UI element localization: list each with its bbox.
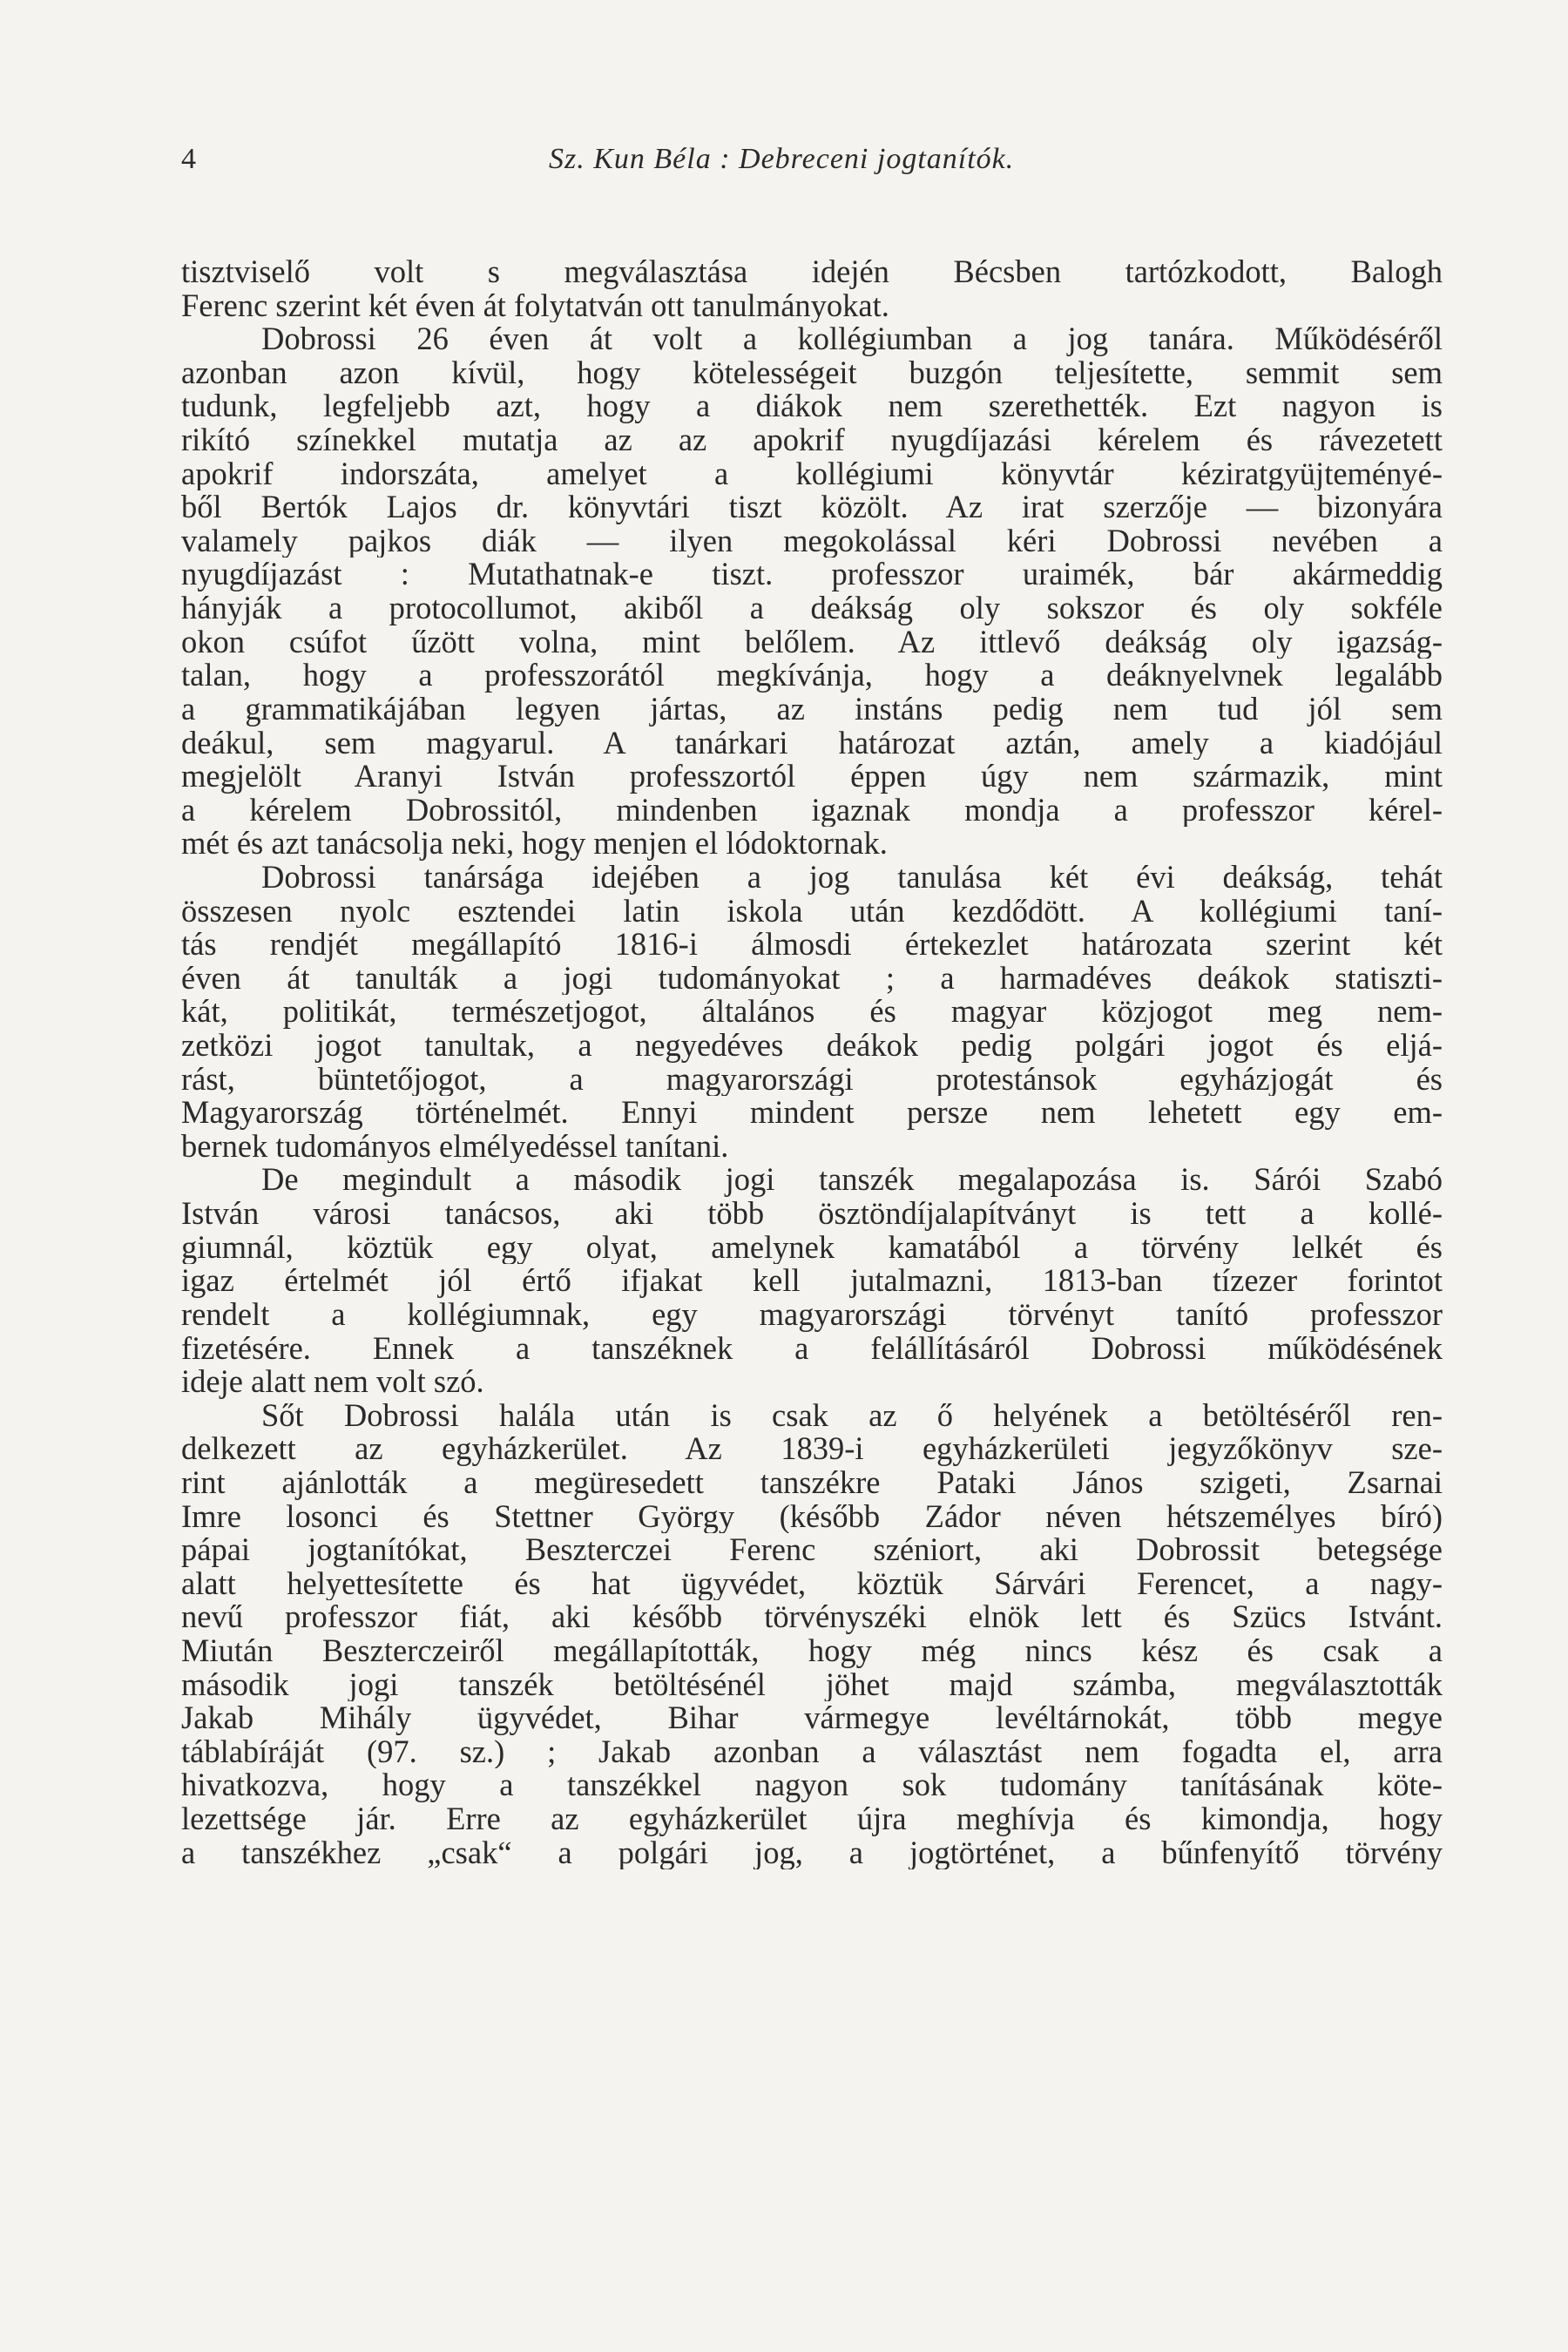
text-line: lezettsége jár. Erre az egyházkerület újra meghívja és kimondja, hogy	[181, 1802, 1443, 1836]
text-line: delkezett az egyházkerület. Az 1839-i egyházkerületi jegyzőkönyv sze-	[181, 1432, 1443, 1466]
text-line: alatt helyettesítette és hat ügyvédet, köztük Sárvári Ferencet, a nagy-	[181, 1566, 1443, 1601]
paragraph-start-line: Sőt Dobrossi halála után is csak az ő helyének a betöltéséről ren-	[261, 1398, 1443, 1433]
text-line: fizetésére. Ennek a tanszéknek a felállításáról Dobrossi működésének	[181, 1331, 1443, 1366]
text-line: valamely pajkos diák — ilyen megokolással kéri Dobrossi nevében a	[181, 524, 1443, 558]
text-line: rint ajánlották a megüresedett tanszékre Pataki János szigeti, Zsarnai	[181, 1465, 1443, 1500]
text-line: összesen nyolc esztendei latin iskola után kezdődött. A kollégiumi taní-	[181, 894, 1443, 929]
text-line: Imre losonci és Stettner György (később Zádor néven hétszemélyes bíró)	[181, 1499, 1443, 1534]
text-line: Ferenc szerint két éven át folytatván ott tanulmányokat.	[181, 288, 889, 323]
text-line: megjelölt Aranyi István professzortól éppen úgy nem származik, mint	[181, 760, 1443, 794]
paragraph-start-line: De megindult a második jogi tanszék megalapozása is. Sárói Szabó	[261, 1163, 1443, 1198]
text-line: apokrif indorszáta, amelyet a kollégiumi könyvtár kéziratgyüjteményé-	[181, 456, 1443, 491]
running-title: Sz. Kun Béla : Debreceni jogtanítók.	[549, 143, 1015, 175]
text-line: azonban azon kívül, hogy kötelességeit buzgón teljesítette, semmit sem	[181, 355, 1443, 390]
text-line: Magyarország történelmét. Ennyi mindent persze nem lehetett egy em-	[181, 1096, 1443, 1130]
text-line: második jogi tanszék betöltésénél jöhet majd számba, megválasztották	[181, 1667, 1443, 1702]
text-line: mét és azt tanácsolja neki, hogy menjen el lódoktornak.	[181, 827, 888, 861]
text-line: éven át tanulták a jogi tudományokat ; a harmadéves deákok statiszti-	[181, 961, 1443, 996]
text-line: giumnál, köztük egy olyat, amelynek kamatából a törvény lelkét és	[181, 1230, 1443, 1265]
text-line: hányják a protocollumot, akiből a deákság oly sokszor és oly sokféle	[181, 591, 1443, 625]
text-line: táblabíráját (97. sz.) ; Jakab azonban a választást nem fogadta el, arra	[181, 1734, 1443, 1769]
text-line: Miután Beszterczeiről megállapították, hogy még nincs kész és csak a	[181, 1633, 1443, 1668]
text-line: hivatkozva, hogy a tanszékkel nagyon sok tudomány tanításának köte-	[181, 1768, 1443, 1803]
text-line: bernek tudományos elmélyedéssel tanítani.	[181, 1129, 729, 1164]
text-line: igaz értelmét jól értő ifjakat kell jutalmazni, 1813-ban tízezer forintot	[181, 1264, 1443, 1298]
body-text	[181, 255, 1443, 1869]
page-number: 4	[181, 143, 196, 175]
text-line: a kérelem Dobrossitól, mindenben igaznak mondja a professzor kérel-	[181, 793, 1443, 828]
paragraph-start-line: Dobrossi 26 éven át volt a kollégiumban a jog tanára. Működéséről	[261, 322, 1443, 356]
text-line: Jakab Mihály ügyvédet, Bihar vármegye levéltárnokát, több megye	[181, 1701, 1443, 1735]
text-line: zetközi jogot tanultak, a negyedéves deákok pedig polgári jogot és eljá-	[181, 1029, 1443, 1063]
text-line: tás rendjét megállapító 1816-i álmosdi értekezlet határozata szerint két	[181, 928, 1443, 962]
text-line: tisztviselő volt s megválasztása idején Bécsben tartózkodott, Balogh	[181, 255, 1443, 289]
text-line: rást, büntetőjogot, a magyarországi protestánsok egyházjogát és	[181, 1062, 1443, 1097]
text-line: talan, hogy a professzorától megkívánja, hogy a deáknyelvnek legalább	[181, 659, 1443, 693]
text-line: nyugdíjazást : Mutathatnak-e tiszt. professzor uraimék, bár akármeddig	[181, 558, 1443, 592]
text-line: a tanszékhez „csak“ a polgári jog, a jogtörténet, a bűnfenyítő törvény	[181, 1835, 1443, 1870]
text-line: tudunk, legfeljebb azt, hogy a diákok nem szerethették. Ezt nagyon is	[181, 389, 1443, 424]
paragraph-start-line: Dobrossi tanársága idejében a jog tanulása két évi deákság, tehát	[261, 860, 1443, 895]
text-line: deákul, sem magyarul. A tanárkari határozat aztán, amely a kiadójául	[181, 726, 1443, 760]
text-line: a grammatikájában legyen jártas, az instáns pedig nem tud jól sem	[181, 692, 1443, 727]
text-line: ideje alatt nem volt szó.	[181, 1365, 484, 1399]
text-line: pápai jogtanítókat, Beszterczei Ferenc széniort, aki Dobrossit betegsége	[181, 1533, 1443, 1567]
text-line: rendelt a kollégiumnak, egy magyarországi törvényt tanító professzor	[181, 1297, 1443, 1332]
text-line: rikító színekkel mutatja az az apokrif nyugdíjazási kérelem és rávezetett	[181, 423, 1443, 457]
text-line: okon csúfot űzött volna, mint belőlem. Az ittlevő deákság oly igazság-	[181, 625, 1443, 659]
text-line: kát, politikát, természetjogot, általános és magyar közjogot meg nem-	[181, 995, 1443, 1030]
text-line: István városi tanácsos, aki több ösztöndíjalapítványt is tett a kollé-	[181, 1197, 1443, 1231]
running-head	[181, 138, 1436, 181]
text-line: nevű professzor fiát, aki később törvényszéki elnök lett és Szücs Istvánt.	[181, 1600, 1443, 1634]
text-line: ből Bertók Lajos dr. könyvtári tiszt közölt. Az irat szerzője — bizonyára	[181, 490, 1443, 524]
